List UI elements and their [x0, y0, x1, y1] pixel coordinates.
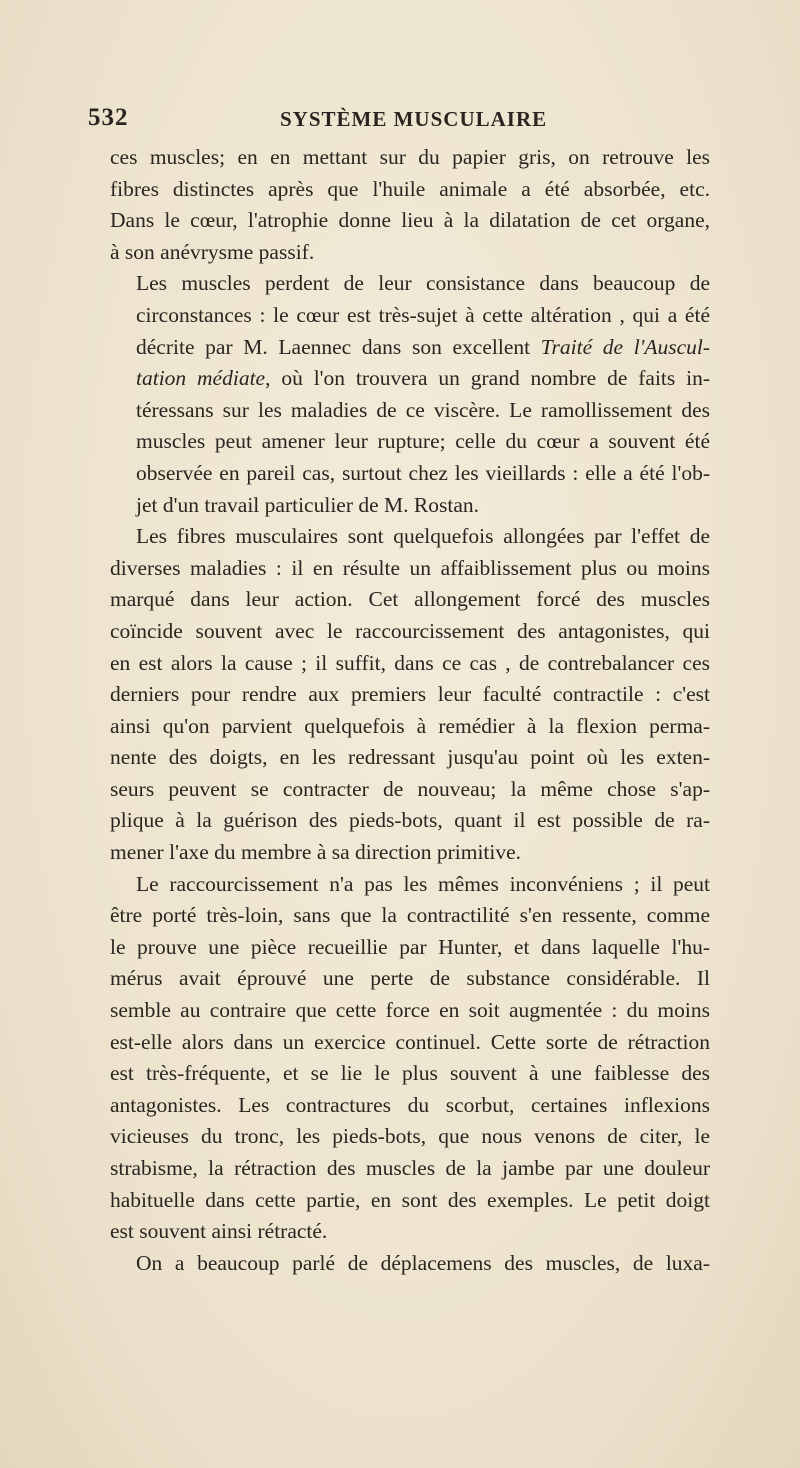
text-line: fibres distinctes après que l'huile animale a été absorbée, etc. — [110, 176, 710, 201]
text-line: habituelle dans cette partie, en sont des exemples. Le petit doigt — [110, 1187, 710, 1212]
paragraph-4 — [110, 869, 710, 1248]
text-fragment: décrite par M. Laennec dans son excellent — [136, 334, 541, 359]
text-line: à son anévrysme passif. — [110, 239, 315, 264]
text-line: observée en pareil cas, surtout chez les vieillards : elle a été l'ob- — [136, 460, 710, 485]
italic-title: Traité de l'Auscul- — [540, 334, 710, 359]
text-line: coïncide souvent avec le raccourcissement des antagonistes, qui — [110, 618, 710, 643]
text-line: ces muscles; en en mettant sur du papier gris, on retrouve les — [110, 145, 710, 169]
text-line: diverses maladies : il en résulte un affaiblissement plus ou moins — [110, 555, 710, 580]
text-line: être porté très-loin, sans que la contractilité s'en ressente, comme — [110, 903, 710, 928]
text-line: nente des doigts, en les redressant jusqu'au point où les exten- — [110, 745, 710, 770]
text-line: Le raccourcissement n'a pas les mêmes inconvéniens ; il peut — [136, 871, 710, 896]
text-line: en est alors la cause ; il suffit, dans ce cas , de contrebalancer ces — [110, 650, 710, 675]
text-line: Les muscles perdent de leur consistance dans beaucoup de — [136, 271, 710, 296]
paragraph-3 — [110, 521, 710, 869]
text-line: semble au contraire que cette force en soit augmentée : du moins — [110, 998, 710, 1023]
text-line: est-elle alors dans un exercice continuel. Cette sorte de rétraction — [110, 1029, 710, 1054]
text-line: jet d'un travail particulier de M. Rostan. — [136, 492, 480, 517]
paragraph-5 — [110, 1248, 710, 1280]
text-line: téressans sur les maladies de ce viscère. Le ramollissement des — [136, 397, 710, 422]
text-line: Les fibres musculaires sont quelquefois allongées par l'effet de — [136, 524, 710, 549]
italic-title: tation médiate — [136, 366, 266, 391]
text-line: muscles peut amener leur rupture; celle du cœur a souvent été — [136, 429, 710, 454]
text-line: strabisme, la rétraction des muscles de la jambe par une douleur — [110, 1156, 710, 1180]
text-line: derniers pour rendre aux premiers leur faculté contractile : c'est — [110, 682, 710, 707]
text-line: mener l'axe du membre à sa direction primitive. — [110, 840, 522, 865]
text-line: plique à la guérison des pieds-bots, quant il est possible de ra- — [110, 808, 710, 833]
text-line: circonstances : le cœur est très-sujet à cette altération , qui a été — [136, 302, 710, 327]
text-line: est souvent ainsi rétracté. — [110, 1219, 328, 1244]
text-fragment: , où l'on trouvera un grand nombre de faits in- — [265, 366, 710, 391]
text-line: Dans le cœur, l'atrophie donne lieu à la dilatation de cet organe, — [110, 208, 710, 233]
running-head: SYSTÈME MUSCULAIRE — [280, 107, 548, 131]
text-line: vicieuses du tronc, les pieds-bots, que nous venons de citer, le — [110, 1124, 710, 1149]
body-text — [110, 142, 710, 1279]
text-line — [110, 332, 710, 364]
text-line — [110, 363, 710, 395]
text-line: marqué dans leur action. Cet allongement forcé des muscles — [110, 587, 710, 612]
page-number: 532 — [88, 104, 129, 131]
text-line: mérus avait éprouvé une perte de substance considérable. Il — [110, 966, 710, 991]
text-line: seurs peuvent se contracter de nouveau; la même chose s'ap- — [110, 776, 710, 801]
text-line: le prouve une pièce recueillie par Hunter, et dans laquelle l'hu- — [110, 934, 710, 959]
text-line: antagonistes. Les contractures du scorbut, certaines inflexions — [110, 1092, 710, 1117]
paragraph-1 — [110, 142, 710, 268]
text-line: est très-fréquente, et se lie le plus souvent à une faiblesse des — [110, 1061, 710, 1086]
paragraph-2 — [110, 268, 710, 521]
text-line: On a beaucoup parlé de déplacemens des muscles, de luxa- — [136, 1250, 710, 1275]
text-line: ainsi qu'on parvient quelquefois à remédier à la flexion perma- — [110, 713, 710, 738]
page-header — [88, 104, 708, 134]
